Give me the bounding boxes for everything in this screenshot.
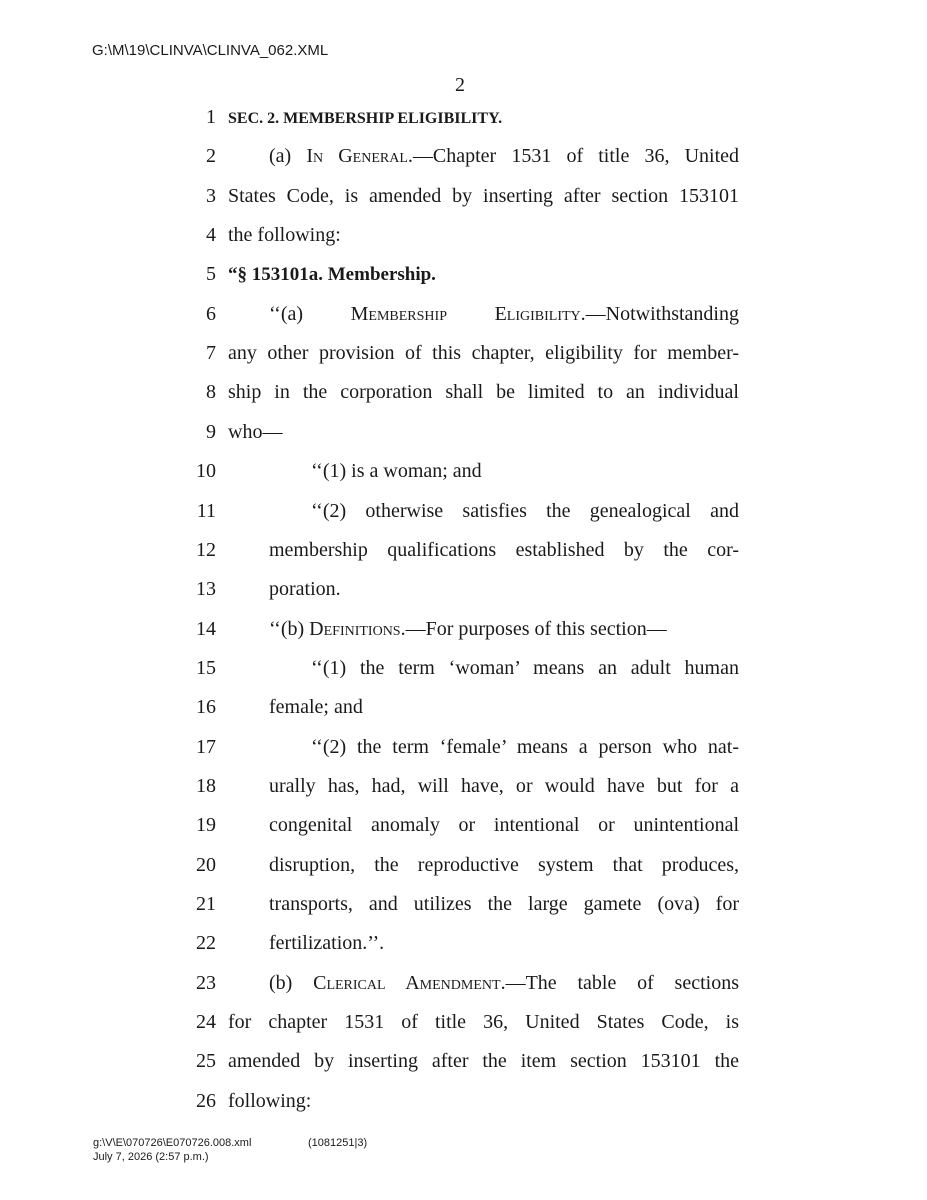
- text-run: ship in the corporation shall be limited to an individual: [228, 381, 739, 404]
- line-number: 13: [196, 578, 216, 601]
- text-run: the following:: [228, 224, 341, 247]
- line-text: [269, 893, 739, 916]
- line-number: 6: [206, 302, 216, 325]
- text-run: (a): [269, 145, 307, 168]
- text-run: .—The table of sections: [500, 971, 739, 994]
- subsection-heading: In General: [306, 145, 408, 168]
- line-number: 23: [196, 971, 216, 994]
- line-text: [311, 736, 739, 759]
- line-number: 21: [196, 893, 216, 915]
- line-text: [228, 185, 739, 208]
- text-run: ‘‘(b): [269, 617, 310, 640]
- line-number: 1: [206, 106, 216, 128]
- text-run: .—For purposes of this section—: [400, 617, 667, 640]
- line-text: [228, 381, 739, 404]
- line-text: [228, 224, 739, 247]
- line-text: [269, 145, 739, 168]
- text-run: who—: [228, 420, 283, 443]
- line-text: [269, 775, 739, 798]
- subsection-heading: Definitions: [309, 617, 401, 640]
- line-text: [269, 696, 739, 719]
- text-run: transports, and utilizes the large gamete (ova) for: [269, 893, 739, 915]
- text-run: following:: [228, 1089, 312, 1112]
- line-text: [269, 618, 739, 641]
- line-number: 9: [206, 420, 216, 443]
- line-text: [228, 1090, 739, 1113]
- line-number: 26: [196, 1089, 216, 1112]
- line-text: [311, 500, 739, 523]
- line-number: 20: [196, 853, 216, 876]
- line-text: [269, 539, 739, 562]
- text-run: fertilization.’’.: [269, 932, 385, 955]
- line-number: 19: [196, 814, 216, 837]
- footer-file: g:\V\E\070726\E070726.008.xml: [93, 1137, 252, 1149]
- footer-code: (1081251|3): [308, 1137, 368, 1149]
- text-run: “§ 153101a. Membership.: [228, 264, 436, 286]
- subsection-heading: Membership Eligibility: [350, 302, 581, 325]
- line-text: [228, 421, 739, 444]
- text-run: (b): [269, 971, 314, 994]
- text-run: amended by inserting after the item section 153101 the: [228, 1050, 739, 1073]
- line-number: 12: [196, 538, 216, 561]
- text-run: ‘‘(a): [269, 302, 351, 325]
- text-run: disruption, the reproductive system that produces,: [269, 853, 739, 876]
- line-number: 18: [196, 774, 216, 797]
- line-number: 4: [206, 224, 216, 247]
- text-run: membership qualifications established by the cor-: [269, 538, 739, 561]
- line-number: 22: [196, 932, 216, 955]
- footer-date: July 7, 2026 (2:57 p.m.): [93, 1151, 209, 1163]
- line-text: [228, 1050, 739, 1073]
- line-number: 14: [196, 617, 216, 640]
- text-run: any other provision of this chapter, eligibility for member-: [228, 342, 739, 365]
- text-run: ‘‘(2) otherwise satisfies the genealogical and: [311, 499, 739, 522]
- line-number: 10: [196, 460, 216, 483]
- line-number: 2: [206, 145, 216, 168]
- file-path: G:\M\19\CLINVA\CLINVA_062.XML: [92, 42, 329, 59]
- line-number: 8: [206, 381, 216, 404]
- text-run: poration.: [269, 578, 341, 601]
- line-number: 11: [196, 499, 216, 522]
- line-text: [269, 578, 739, 601]
- line-number: 24: [196, 1011, 216, 1034]
- line-number: 3: [206, 184, 216, 207]
- line-text: [311, 460, 739, 483]
- text-run: .—Notwithstanding: [580, 302, 739, 325]
- page-number: 2: [455, 74, 465, 96]
- subsection-heading: Clerical Amendment: [313, 971, 501, 994]
- text-run: SEC. 2. MEMBERSHIP ELIGIBILITY.: [228, 110, 503, 127]
- line-number: 25: [196, 1050, 216, 1073]
- text-run: congenital anomaly or intentional or unintentional: [269, 814, 739, 837]
- text-run: States Code, is amended by inserting after section 153101: [228, 184, 739, 207]
- line-number: 16: [196, 696, 216, 719]
- text-run: ‘‘(1) the term ‘woman’ means an adult human: [311, 656, 739, 679]
- text-run: urally has, had, will have, or would have but for a: [269, 774, 739, 797]
- line-number: 5: [206, 263, 216, 286]
- text-run: .—Chapter 1531 of title 36, United: [407, 145, 740, 168]
- line-text: [228, 1011, 739, 1034]
- text-run: ‘‘(1) is a woman; and: [311, 460, 482, 483]
- line-number: 15: [196, 656, 216, 679]
- line-number: 7: [206, 342, 216, 365]
- line-text: [269, 854, 739, 877]
- footer-file-info: [93, 1136, 251, 1164]
- text-run: for chapter 1531 of title 36, United States Code, is: [228, 1011, 739, 1034]
- line-text: [228, 342, 739, 365]
- line-text: [269, 972, 739, 995]
- line-number: 17: [196, 735, 216, 758]
- text-run: ‘‘(2) the term ‘female’ means a person who nat-: [311, 735, 739, 758]
- line-text: [269, 932, 739, 955]
- line-text: [269, 814, 739, 837]
- line-text: [228, 106, 739, 129]
- line-text: [269, 303, 739, 326]
- line-text: [228, 263, 739, 286]
- text-run: female; and: [269, 696, 363, 719]
- line-text: [311, 657, 739, 680]
